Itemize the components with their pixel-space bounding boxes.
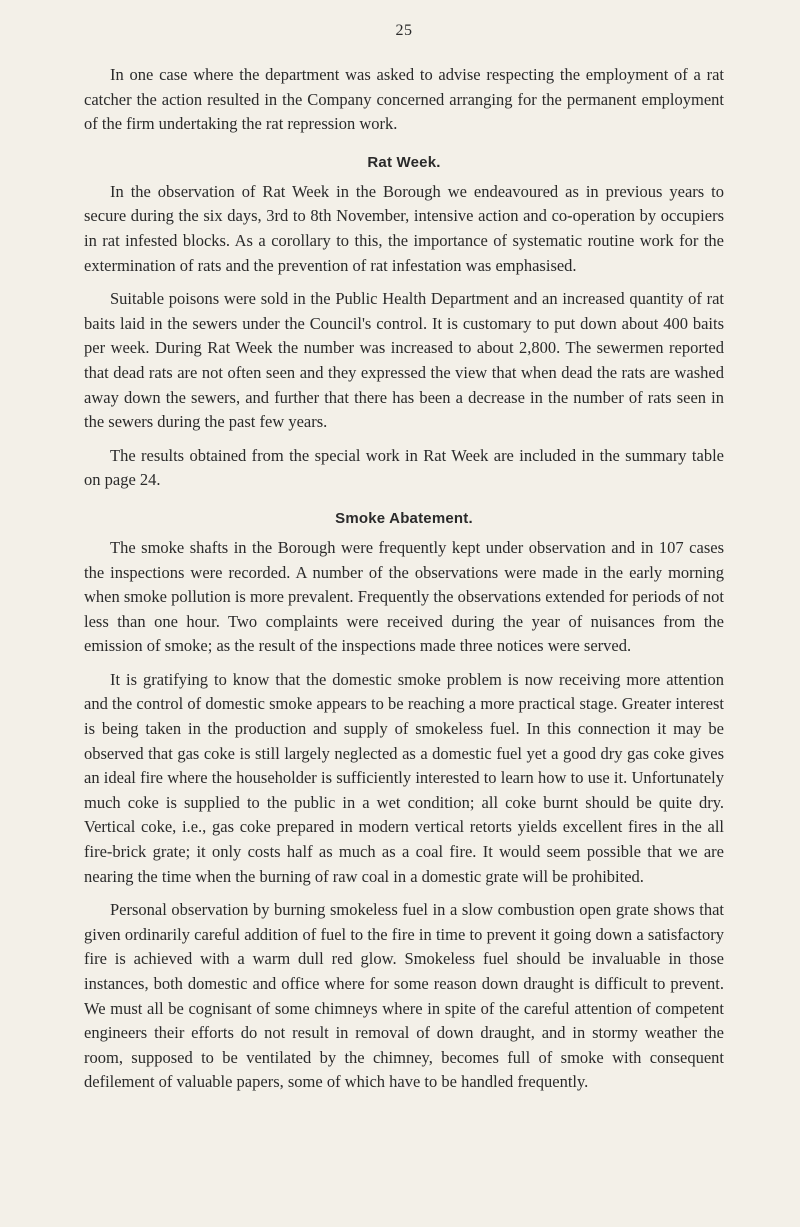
rat-week-paragraph-1: In the observation of Rat Week in the Borough we endeavoured as in previous years to secure during the six days, 3rd to 8th November, intensive action and co-operation by occupiers in rat infested blocks. As a corollary to this, the importance of systematic routine work for the extermination of rats and the prevention of rat infestation was emphasised. <box>84 181 724 275</box>
smoke-abatement-heading: Smoke Abatement. <box>335 509 473 527</box>
rat-week-heading: Rat Week. <box>367 153 441 171</box>
rat-week-section <box>84 154 724 493</box>
rat-week-paragraph-3: The results obtained from the special work in Rat Week are included in the summary table on page 24. <box>84 445 724 490</box>
document-page <box>84 22 724 1104</box>
smoke-abatement-paragraph-3: Personal observation by burning smokeless fuel in a slow combustion open grate shows that given ordinarily careful addition of fuel to the fire in time to prevent it going down a satisfactory fire is achieved with a warm dull red glow. Smokeless fuel should be invaluable in those instances, both domestic and office where for some reason down draught is difficult to prevent. We must all be cognisant of some chimneys where in spite of the careful attention of competent engineers their efforts do not result in removal of down draught, and in stormy weather the room, supposed to be ventilated by the chimney, becomes full of smoke with consequent defilement of valuable papers, some of which have to be handled frequently. <box>84 900 724 1092</box>
page-number: 25 <box>395 22 413 39</box>
smoke-abatement-section <box>84 510 724 1095</box>
intro-paragraph: In one case where the department was asked to advise respecting the employment of a rat catcher the action resulted in the Company concerned arranging for the permanent employment of the firm undertaking the rat repression work. <box>84 65 724 134</box>
smoke-abatement-paragraph-1: The smoke shafts in the Borough were frequently kept under observation and in 107 cases the inspections were recorded. A number of the observations were made in the early morning when smoke pollution is more prevalent. Frequently the observations extended for periods of not less than one hour. Two complaints were received during the year of nuisances from the emission of smoke; as the result of the inspections made three notices were served. <box>84 537 724 656</box>
rat-week-paragraph-2: Suitable poisons were sold in the Public Health Department and an increased quantity of rat baits laid in the sewers under the Council's control. It is customary to put down about 400 baits per week. During Rat Week the number was increased to about 2,800. The sewermen reported that dead rats are not often seen and they expressed the view that when dead the rats are washed away down the sewers, and further that there has been a decrease in the number of rats seen in the sewers during the past few years. <box>84 289 724 432</box>
smoke-abatement-paragraph-2: It is gratifying to know that the domestic smoke problem is now receiving more attention and the control of domestic smoke appears to be reaching a more practical stage. Greater interest is being taken in the production and supply of smokeless fuel. In this connection it may be observed that gas coke is still largely neglected as a domestic fuel yet a good dry gas coke gives an ideal fire where the householder is sufficiently interested to learn how to use it. Unfortunately much coke is supplied to the public in a wet condition; all coke burnt should be quite dry. Vertical coke, i.e., gas coke prepared in modern vertical retorts yields excellent fires in the all fire-brick grate; it only costs half as much as a coal fire. It would seem possible that we are nearing the time when the burning of raw coal in a domestic grate will be prohibited. <box>84 669 724 886</box>
